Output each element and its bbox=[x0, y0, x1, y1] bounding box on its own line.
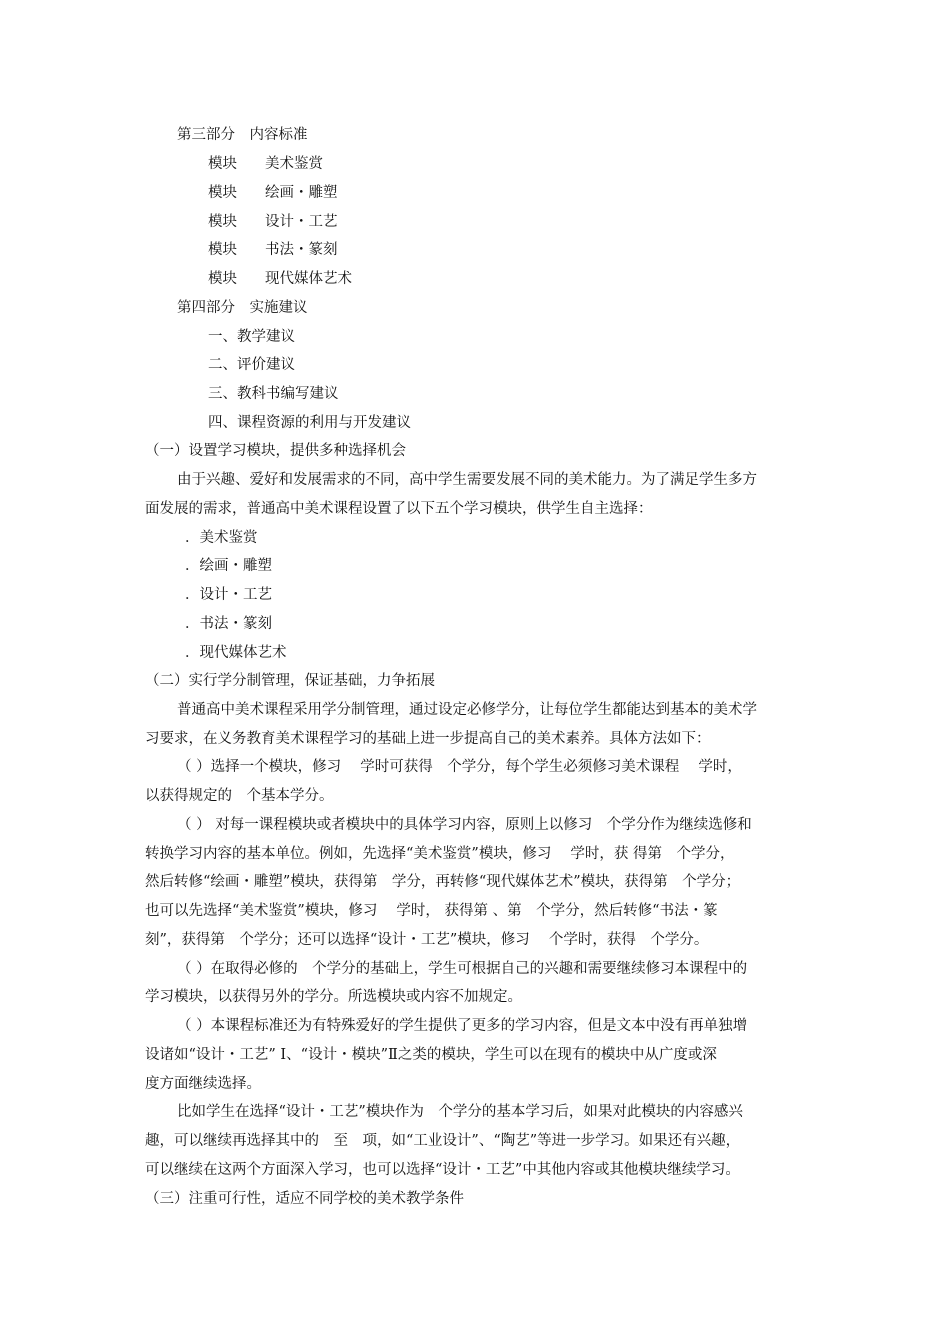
toc-module-label: 模块 bbox=[208, 271, 237, 287]
toc-module-item bbox=[208, 240, 338, 260]
section-heading: （二）实行学分制管理，保证基础，力争拓展 bbox=[145, 673, 435, 689]
toc-module-item bbox=[208, 183, 338, 203]
paragraph-line: （ ）本课程标准还为有特殊爱好的学生提供了更多的学习内容，但是文本中没有再单独增 bbox=[177, 1018, 748, 1034]
list-item: ．美术鉴赏 bbox=[185, 530, 258, 546]
list-item: ．设计・工艺 bbox=[185, 587, 272, 603]
toc-module-label: 模块 bbox=[208, 185, 237, 201]
paragraph-line: 也可以先选择“美术鉴赏”模块，修习 学时， 获得第 、第 个学分，然后转修“书法・篆 bbox=[145, 903, 718, 919]
paragraph-line: 趣，可以继续再选择其中的 至 项，如“工业设计”、“陶艺”等进一步学习。如果还有兴趣， bbox=[145, 1133, 741, 1149]
toc-part4-item: 三、教科书编写建议 bbox=[208, 386, 339, 402]
paragraph-line: 学习模块，以获得另外的学分。所选模块或内容不加规定。 bbox=[145, 989, 522, 1005]
paragraph-line: 可以继续在这两个方面深入学习，也可以选择“设计・工艺”中其他内容或其他模块继续学习。 bbox=[145, 1162, 740, 1178]
toc-module-label: 模块 bbox=[208, 156, 237, 172]
toc-module-label: 模块 bbox=[208, 242, 237, 258]
paragraph-line: （ ）选择一个模块，修习 学时可获得 个学分，每个学生必须修习美术课程 学时， bbox=[177, 759, 742, 775]
paragraph-line: 刻”，获得第 个学分；还可以选择“设计・工艺”模块，修习 个学时，获得 个学分。 bbox=[145, 932, 709, 948]
paragraph-line: 习要求，在义务教育美术课程学习的基础上进一步提高自己的美术素养。具体方法如下： bbox=[145, 731, 711, 747]
toc-module-name: 书法・篆刻 bbox=[265, 242, 338, 258]
toc-module-name: 绘画・雕塑 bbox=[265, 185, 338, 201]
list-item: ．现代媒体艺术 bbox=[185, 645, 287, 661]
toc-part4-heading: 第四部分 实施建议 bbox=[177, 300, 308, 316]
section-heading: （三）注重可行性，适应不同学校的美术教学条件 bbox=[145, 1191, 464, 1207]
paragraph-line: 度方面继续选择。 bbox=[145, 1076, 261, 1092]
toc-part4-item: 四、课程资源的利用与开发建议 bbox=[208, 415, 411, 431]
toc-part4-item: 二、评价建议 bbox=[208, 357, 295, 373]
paragraph-line: 以获得规定的 个基本学分。 bbox=[145, 788, 334, 804]
toc-module-item bbox=[208, 269, 352, 289]
toc-part4-item: 一、教学建议 bbox=[208, 329, 295, 345]
toc-module-item bbox=[208, 154, 323, 174]
paragraph-line: （ ）在取得必修的 个学分的基础上，学生可根据自己的兴趣和需要继续修习本课程中的 bbox=[177, 961, 748, 977]
paragraph-line: 比如学生在选择“设计・工艺”模块作为 个学分的基本学习后，如果对此模块的内容感兴 bbox=[177, 1104, 743, 1120]
paragraph-line: 转换学习内容的基本单位。例如，先选择“美术鉴赏”模块，修习 学时，获 得第 个学分， bbox=[145, 846, 735, 862]
toc-module-name: 设计・工艺 bbox=[265, 214, 338, 230]
paragraph-line: 面发展的需求，普通高中美术课程设置了以下五个学习模块，供学生自主选择： bbox=[145, 501, 653, 517]
paragraph-line: 设诸如“设计・工艺” Ⅰ、“设计・模块”Ⅱ之类的模块，学生可以在现有的模块中从广度或深 bbox=[145, 1047, 717, 1063]
paragraph-line: 普通高中美术课程采用学分制管理，通过设定必修学分，让每位学生都能达到基本的美术学 bbox=[177, 702, 757, 718]
paragraph-line: （ ） 对每一课程模块或者模块中的具体学习内容，原则上以修习 个学分作为继续选修和 bbox=[177, 817, 752, 833]
paragraph-line: 然后转修“绘画・雕塑”模块，获得第 学分，再转修“现代媒体艺术”模块，获得第 个学分； bbox=[145, 874, 741, 890]
toc-module-item bbox=[208, 212, 338, 232]
list-item: ．书法・篆刻 bbox=[185, 616, 272, 632]
toc-module-label: 模块 bbox=[208, 214, 237, 230]
section-heading: （一）设置学习模块，提供多种选择机会 bbox=[145, 443, 406, 459]
list-item: ．绘画・雕塑 bbox=[185, 558, 272, 574]
toc-part3-heading: 第三部分 内容标准 bbox=[177, 127, 308, 143]
toc-module-name: 现代媒体艺术 bbox=[265, 271, 352, 287]
toc-module-name: 美术鉴赏 bbox=[265, 156, 323, 172]
paragraph-line: 由于兴趣、爱好和发展需求的不同，高中学生需要发展不同的美术能力。为了满足学生多方 bbox=[177, 472, 757, 488]
